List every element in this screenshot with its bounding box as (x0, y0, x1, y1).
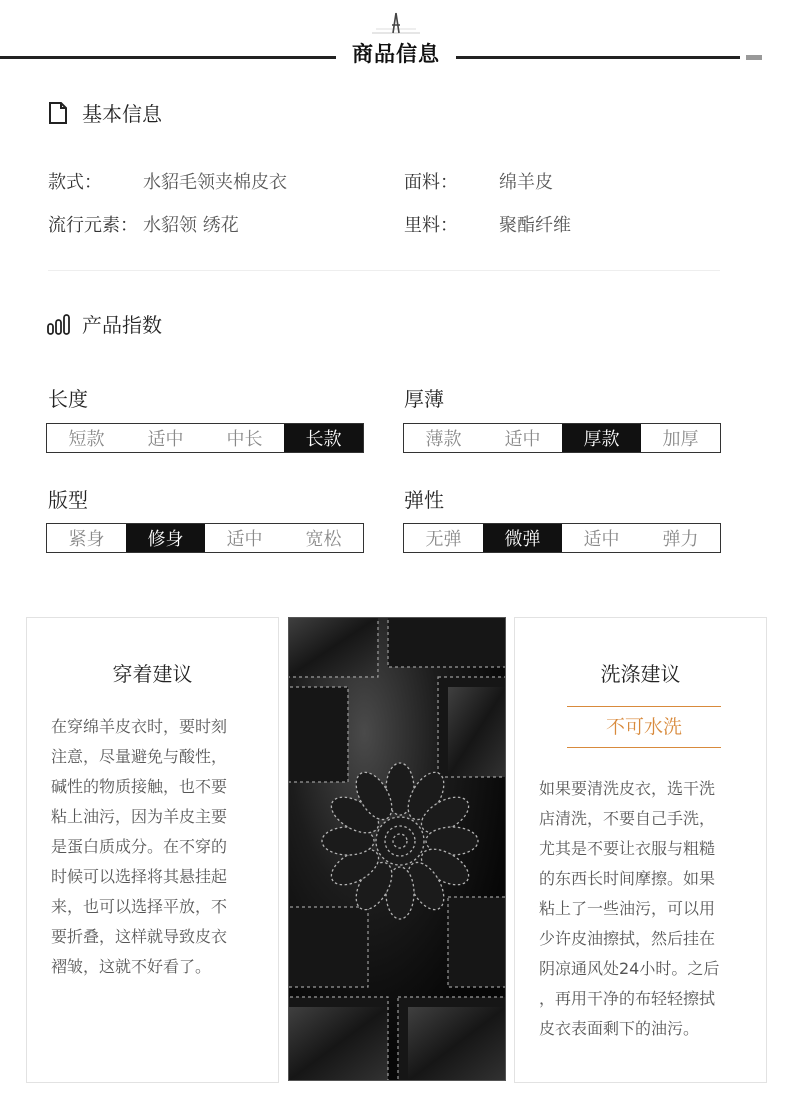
length-option: 短款 (68, 429, 105, 450)
wear-advice-title: 穿着建议 (112, 662, 193, 686)
wear-advice-card (26, 617, 279, 1083)
length-label: 长度 (48, 387, 88, 411)
wear-advice-line: 时候可以选择将其悬挂起 (51, 867, 228, 886)
elasticity-option: 微弹 (483, 524, 562, 552)
wear-advice-line: 要折叠，这样就导致皮衣 (51, 927, 228, 946)
elasticity-option: 弹力 (662, 529, 699, 550)
trend-label: 流行元素： (48, 215, 138, 236)
thickness-option: 薄款 (425, 429, 462, 450)
section-divider (48, 270, 720, 271)
thickness-option: 加厚 (662, 429, 699, 450)
wear-advice-line: 来，也可以选择平放，不 (51, 897, 228, 916)
bar-chart-icon (46, 312, 72, 336)
header-rule-accent (746, 55, 762, 60)
fit-option: 修身 (126, 524, 205, 552)
trend-value: 水貂领 绣花 (143, 215, 239, 236)
wash-advice-line: ，再用干净的布轻轻擦拭 (539, 989, 716, 1008)
wash-advice-line: 阴凉通风处24小时。之后 (539, 959, 720, 978)
fit-option: 宽松 (305, 529, 342, 550)
wash-advice-line: 粘上了一些油污，可以用 (539, 899, 716, 918)
wear-advice-line: 注意，尽量避免与酸性， (51, 747, 228, 766)
style-value: 水貂毛领夹棉皮衣 (143, 172, 287, 193)
wash-advice-text (539, 774, 749, 1044)
fit-option: 适中 (226, 529, 263, 550)
document-icon (46, 101, 72, 125)
wash-advice-line: 店清洗，不要自己手洗， (539, 809, 716, 828)
no-machine-wash-badge: 不可水洗 (567, 706, 721, 748)
wear-advice-line: 是蛋白质成分。在不穿的 (51, 837, 228, 856)
thickness-option: 厚款 (562, 424, 641, 452)
elasticity-option: 无弹 (425, 529, 462, 550)
page-title: 商品信息 (352, 42, 440, 66)
wear-advice-line: 在穿绵羊皮衣时，要时刻 (51, 717, 228, 736)
fabric-value: 绵羊皮 (499, 172, 553, 193)
eiffel-tower-icon (366, 12, 426, 36)
product-index-heading (46, 309, 162, 338)
fit-scale (46, 523, 364, 553)
product-index-title: 产品指数 (82, 313, 162, 337)
wash-advice-card (514, 617, 767, 1083)
wear-advice-line: 褶皱，这就不好看了。 (51, 957, 212, 976)
wash-advice-title: 洗涤建议 (600, 662, 681, 686)
header-rule-right (456, 56, 740, 59)
fabric-label: 面料： (404, 172, 458, 193)
lining-label: 里料： (404, 215, 458, 236)
length-option: 中长 (226, 429, 263, 450)
quilted-leather-image (288, 617, 506, 1081)
wash-advice-line: 的东西长时间摩擦。如果 (539, 869, 716, 888)
header-rule-left (0, 56, 336, 59)
style-label: 款式： (48, 172, 102, 193)
wear-advice-text (51, 712, 261, 982)
wash-advice-line: 皮衣表面剩下的油污。 (539, 1019, 700, 1038)
thickness-label: 厚薄 (404, 387, 444, 411)
wash-advice-line: 尤其是不要让衣服与粗糙 (539, 839, 716, 858)
fit-option: 紧身 (68, 529, 105, 550)
length-scale (46, 423, 364, 453)
wash-advice-line: 少许皮油擦拭，然后挂在 (539, 929, 716, 948)
basic-info-title: 基本信息 (82, 102, 162, 126)
wear-advice-line: 碱性的物质接触，也不要 (51, 777, 228, 796)
wear-advice-line: 粘上油污，因为羊皮主要 (51, 807, 228, 826)
elasticity-option: 适中 (583, 529, 620, 550)
fit-label: 版型 (48, 488, 88, 512)
thickness-option: 适中 (504, 429, 541, 450)
leather-closeup-photo (288, 617, 506, 1081)
length-option: 长款 (284, 424, 363, 452)
lining-value: 聚酯纤维 (499, 215, 571, 236)
basic-info-heading (46, 98, 162, 127)
wash-advice-line: 如果要清洗皮衣，选干洗 (539, 779, 716, 798)
elasticity-label: 弹性 (404, 488, 444, 512)
section-header (0, 0, 790, 80)
thickness-scale (403, 423, 721, 453)
elasticity-scale (403, 523, 721, 553)
length-option: 适中 (147, 429, 184, 450)
